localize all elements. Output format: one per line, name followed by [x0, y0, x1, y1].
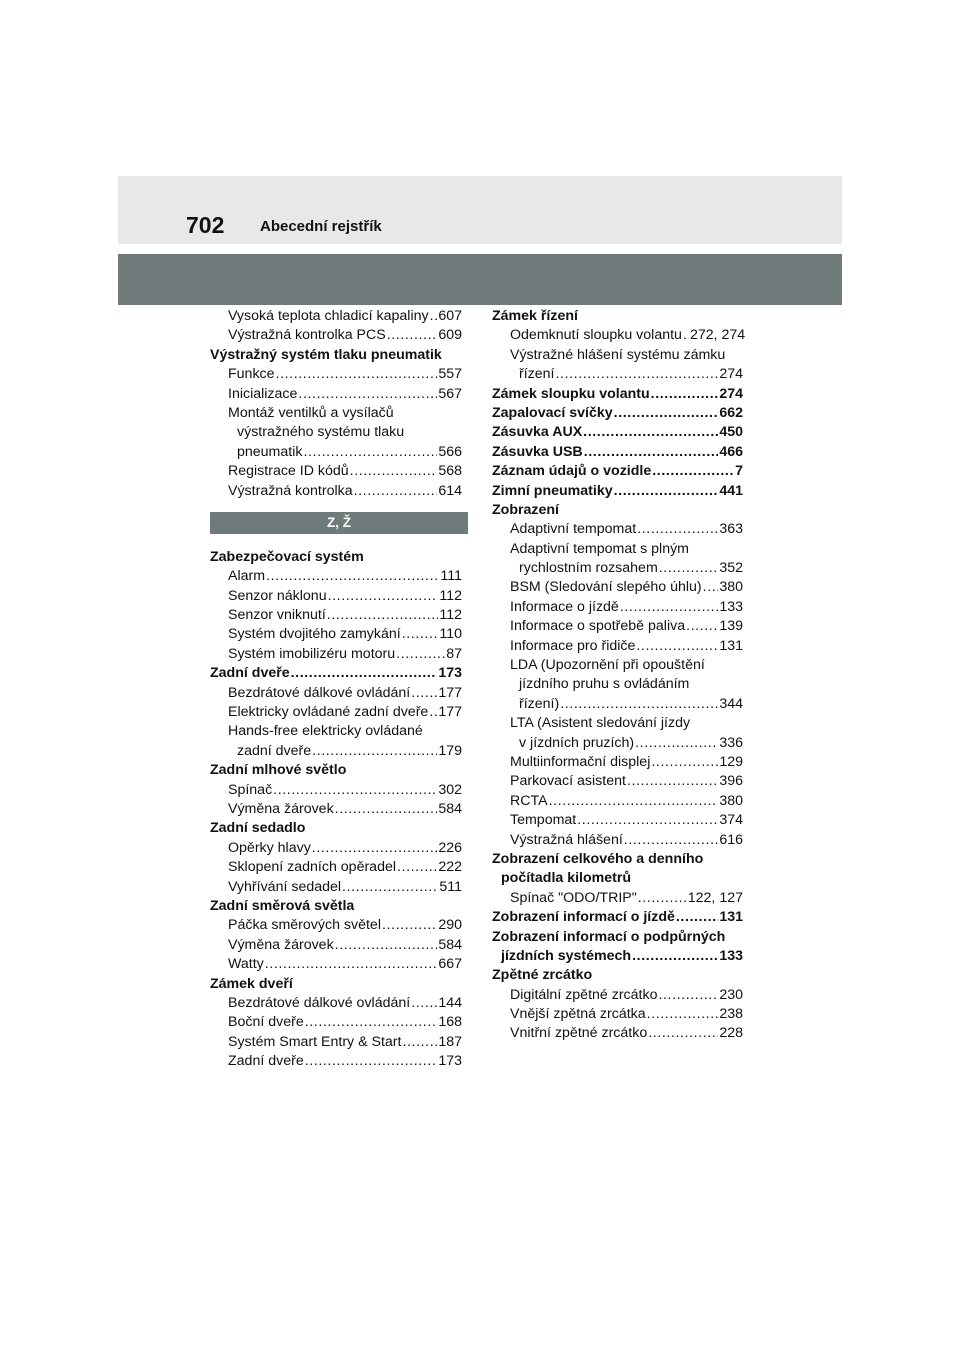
index-subentry-text: Výstražné hlášení systému zámku [510, 346, 726, 363]
dot-leader [335, 800, 438, 819]
dot-leader [632, 947, 718, 966]
index-entry [210, 326, 462, 345]
index-entry [210, 462, 462, 481]
index-entry-label: Bezdrátové dálkové ovládání [228, 684, 411, 701]
dot-leader [387, 326, 438, 345]
dot-leader [627, 772, 718, 791]
index-entry [492, 792, 743, 811]
dot-leader [382, 916, 437, 935]
index-entry-label: Výstražná hlášení [510, 831, 623, 848]
index-entry-page: 228 [719, 1025, 743, 1042]
index-entry-page: 177 [438, 684, 462, 701]
index-entry-label: Spínač [228, 781, 273, 798]
dot-leader [659, 559, 719, 578]
index-entry-page: 112 [439, 587, 462, 604]
header-band [118, 176, 842, 244]
dot-leader [549, 792, 719, 811]
index-entry-page: 230 [719, 986, 743, 1003]
index-entry-label: jízdních systémech [501, 947, 632, 964]
index-entry-label: Vnější zpětná zrcátka [510, 1006, 646, 1023]
index-entry-label: v jízdních pruzích) [519, 734, 635, 751]
dot-leader [335, 936, 438, 955]
index-heading: Zobrazení [492, 501, 560, 518]
index-entry [210, 587, 462, 606]
index-entry [492, 695, 743, 714]
dot-leader [555, 365, 718, 384]
index-entry-label: Parkovací asistent [510, 773, 626, 790]
index-entry-page: 133 [719, 947, 743, 964]
dot-leader [614, 404, 719, 423]
index-entry-page: 450 [719, 424, 743, 441]
dot-leader [298, 385, 437, 404]
index-entry-page: 302 [438, 781, 462, 798]
dot-leader [647, 1005, 719, 1024]
index-entry [210, 703, 462, 722]
index-entry-label: RCTA [510, 792, 548, 809]
index-entry-label: Zobrazení informací o jízdě [492, 909, 675, 926]
index-entry-page: 363 [719, 521, 743, 538]
index-entry [492, 986, 743, 1005]
index-entry-page: 139 [719, 618, 743, 635]
index-entry [210, 1013, 462, 1032]
page-number: 702 [186, 212, 225, 238]
index-entry-label: Zásuvka USB [492, 443, 583, 460]
index-entry-page: 511 [439, 878, 462, 895]
dot-leader [312, 839, 438, 858]
index-entry-label: řízení [519, 366, 555, 383]
index-entry-label: Zadní dveře [228, 1053, 304, 1070]
dot-leader [637, 520, 718, 539]
index-entry [210, 482, 462, 501]
index-entry-page: 122, 127 [687, 889, 743, 906]
dot-leader [651, 753, 718, 772]
index-entry-page: 614 [438, 482, 462, 499]
index-entry [492, 811, 743, 830]
index-entry [492, 1024, 743, 1043]
dot-leader [614, 482, 719, 501]
index-entry-page: 272, 274 [689, 327, 746, 344]
index-entry [492, 578, 743, 597]
index-entry [210, 606, 462, 625]
index-entry [492, 326, 746, 345]
index-entry-page: 144 [438, 994, 462, 1011]
index-entry [210, 994, 462, 1013]
index-entry [492, 772, 743, 791]
index-entry-label: Sklopení zadních opěradel [228, 859, 397, 876]
index-entry-page: 226 [438, 839, 462, 856]
index-entry-label: Adaptivní tempomat [510, 521, 637, 538]
index-entry-page: 662 [719, 404, 743, 421]
index-entry [210, 781, 462, 800]
index-entry [210, 307, 462, 326]
index-subentry-text: výstražného systému tlaku [237, 424, 405, 441]
index-entry-page: 173 [438, 1053, 462, 1070]
dot-leader [411, 994, 437, 1013]
index-entry-page: 173 [438, 665, 462, 682]
index-entry-label: Vnitřní zpětné zrcátko [510, 1025, 648, 1042]
index-heading: Zadní sedadlo [210, 820, 306, 837]
index-entry [210, 567, 462, 586]
index-entry [210, 742, 462, 761]
index-entry [210, 664, 462, 683]
index-subentry-text: Adaptivní tempomat s plným [510, 540, 689, 557]
dot-leader [676, 908, 718, 927]
index-entry [210, 443, 462, 462]
index-entry [210, 1052, 462, 1071]
dot-leader [648, 1024, 718, 1043]
index-entry-page: 177 [438, 704, 462, 721]
index-entry [492, 889, 743, 908]
index-entry-label: Informace o spotřebě paliva [510, 618, 686, 635]
index-entry-label: Opěrky hlavy [228, 839, 311, 856]
index-entry-label: Multiinformační displej [510, 753, 651, 770]
index-entry-label: Odemknutí sloupku volantu [510, 327, 682, 344]
index-entry-label: Vyhřívání sedadel [228, 878, 342, 895]
index-entry [210, 385, 462, 404]
index-subentry-text: LTA (Asistent sledování jízdy [510, 715, 691, 732]
index-entry-page: 238 [719, 1006, 743, 1023]
index-entry-page: 352 [719, 560, 743, 577]
index-entry [492, 734, 743, 753]
index-entry-page: 607 [438, 308, 462, 324]
index-entry-label: zadní dveře [237, 742, 312, 759]
index-entry-page: 110 [439, 626, 462, 643]
dot-leader [429, 703, 437, 722]
index-entry-label: Vysoká teplota chladicí kapaliny [228, 308, 429, 324]
index-entry [210, 625, 462, 644]
dot-leader [635, 734, 718, 753]
dot-leader [583, 423, 718, 442]
index-entry-label: Informace pro řidiče [510, 637, 636, 654]
index-entry-page: 441 [719, 482, 743, 499]
dot-leader [312, 742, 437, 761]
dot-leader [652, 462, 734, 481]
dot-leader [305, 1052, 438, 1071]
index-entry-page: 179 [438, 742, 462, 759]
index-entry-page: 274 [719, 366, 743, 383]
index-entry [492, 598, 743, 617]
index-entry-label: Systém imobilizéru motoru [228, 645, 396, 662]
index-entry-page: 584 [438, 800, 462, 817]
index-entry [492, 617, 743, 636]
dot-leader [686, 617, 718, 636]
dot-leader [402, 1033, 437, 1052]
index-entry-label: Elektricky ovládané zadní dveře [228, 704, 429, 721]
index-entry-label: pneumatik [237, 443, 303, 460]
index-entry-label: Zapalovací svíčky [492, 404, 613, 421]
index-entry-label: rychlostním rozsahem [519, 560, 658, 577]
index-entry-page: 131 [719, 637, 743, 654]
index-entry-page: 466 [719, 443, 743, 460]
index-entry [492, 385, 743, 404]
index-subentry-text: Montáž ventilků a vysílačů [228, 404, 394, 421]
index-subentry-text: jízdního pruhu s ovládáním [519, 676, 690, 693]
index-entry-label: BSM (Sledování slepého úhlu) [510, 579, 702, 596]
index-entry-label: Informace o jízdě [510, 598, 619, 615]
index-entry-page: 616 [719, 831, 743, 848]
index-entry-page: 609 [438, 327, 462, 344]
index-entry-label: Výměna žárovek [228, 936, 334, 953]
index-heading: Zadní mlhové světlo [210, 762, 347, 779]
index-entry [492, 423, 743, 442]
index-entry [492, 365, 743, 384]
index-entry-page: 87 [446, 645, 462, 662]
index-entry-page: 667 [438, 956, 462, 973]
index-entry-label: Výstražná kontrolka [228, 482, 353, 499]
index-subentry-text: Hands-free elektricky ovládané [228, 723, 423, 740]
index-heading: Zadní směrová světla [210, 897, 355, 914]
index-column-left [210, 307, 462, 1071]
index-entry-label: Boční dveře [228, 1014, 304, 1031]
index-entry-page: 290 [438, 917, 462, 934]
dot-leader [411, 684, 437, 703]
letter-section-band [210, 512, 468, 534]
index-entry-page: 380 [719, 792, 743, 809]
index-entry-page: 567 [438, 385, 462, 402]
index-entry-page: 380 [719, 579, 743, 596]
index-entry-page: 112 [439, 607, 462, 624]
dot-leader [402, 625, 439, 644]
dot-leader [584, 443, 719, 462]
index-entry-label: Funkce [228, 366, 275, 383]
index-heading: Výstražný systém tlaku pneumatik [210, 346, 442, 363]
dot-leader [703, 578, 719, 597]
dot-leader [636, 637, 718, 656]
index-entry-page: 129 [719, 753, 743, 770]
index-entry [492, 831, 743, 850]
index-entry-page: 557 [438, 366, 462, 383]
index-entry-page: 274 [719, 385, 743, 402]
dot-leader [328, 587, 439, 606]
index-entry-page: 133 [719, 598, 743, 615]
index-entry-page: 222 [438, 859, 462, 876]
index-entry-label: Alarm [228, 568, 266, 585]
dot-leader [291, 664, 438, 683]
dot-leader [638, 889, 687, 908]
index-heading: Zobrazení informací o podpůrných [492, 928, 726, 945]
index-heading: Zobrazení celkového a denního [492, 850, 704, 867]
index-heading: počítadla kilometrů [501, 870, 632, 887]
index-entry-label: Inicializace [228, 385, 298, 402]
index-entry [210, 858, 462, 877]
index-heading: Zámek dveří [210, 975, 293, 992]
dot-leader [683, 326, 689, 345]
dot-leader [273, 781, 437, 800]
index-entry-page: 111 [440, 568, 462, 585]
dot-leader [354, 482, 438, 501]
index-entry [492, 520, 743, 539]
index-entry [492, 404, 743, 423]
index-entry-label: řízení) [519, 695, 560, 712]
index-entry [492, 947, 743, 966]
dot-leader [560, 695, 718, 714]
index-entry-page: 396 [719, 773, 743, 790]
letter-section-label: Z, Ž [327, 515, 351, 531]
dot-leader [305, 1013, 438, 1032]
index-entry [210, 684, 462, 703]
dot-leader [327, 606, 439, 625]
index-entry-label: Senzor vniknutí [228, 607, 326, 624]
index-entry-label: Zámek sloupku volantu [492, 385, 650, 402]
index-entry-page: 344 [719, 695, 743, 712]
dot-leader [430, 307, 438, 326]
index-entry-page: 566 [438, 443, 462, 460]
dot-leader [397, 858, 437, 877]
dot-leader [396, 645, 445, 664]
index-entry-label: Systém Smart Entry & Start [228, 1033, 402, 1050]
index-heading: Zabezpečovací systém [210, 548, 364, 565]
index-entry-label: Spínač "ODO/TRIP" [510, 889, 637, 906]
index-entry-label: Zásuvka AUX [492, 424, 583, 441]
index-entry-page: 584 [438, 936, 462, 953]
index-entry [492, 482, 743, 501]
dot-leader [624, 831, 719, 850]
index-subentry-text: LDA (Upozornění při opouštění [510, 657, 705, 674]
index-entry [492, 559, 743, 578]
index-entry [210, 839, 462, 858]
index-heading: Zpětné zrcátko [492, 967, 593, 984]
section-title: Abecední rejstřík [260, 218, 382, 235]
index-entry-label: Digitální zpětné zrcátko [510, 986, 658, 1003]
index-entry-label: Výměna žárovek [228, 800, 334, 817]
index-heading: Zámek řízení [492, 308, 578, 324]
index-entry-page: 7 [735, 463, 743, 480]
dot-leader [303, 443, 437, 462]
index-entry [492, 462, 743, 481]
index-entry [210, 1033, 462, 1052]
dot-leader [658, 986, 718, 1005]
index-entry-label: Bezdrátové dálkové ovládání [228, 994, 411, 1011]
index-entry-label: Zimní pneumatiky [492, 482, 613, 499]
dot-leader [651, 385, 719, 404]
index-entry-page: 131 [719, 909, 743, 926]
index-entry-label: Záznam údajů o vozidle [492, 463, 652, 480]
index-entry [210, 936, 462, 955]
index-entry-page: 168 [438, 1014, 462, 1031]
dot-leader [265, 955, 438, 974]
index-entry-label: Registrace ID kódů [228, 463, 349, 480]
dot-leader [342, 878, 438, 897]
index-entry [210, 365, 462, 384]
index-entry-label: Systém dvojitého zamykání [228, 626, 401, 643]
index-entry-page: 187 [438, 1033, 462, 1050]
index-entry [492, 753, 743, 772]
index-entry [210, 916, 462, 935]
index-entry-page: 336 [719, 734, 743, 751]
index-entry-label: Watty [228, 956, 264, 973]
index-entry [492, 443, 743, 462]
index-entry [492, 1005, 743, 1024]
index-entry [210, 955, 462, 974]
index-entry-label: Výstražná kontrolka PCS [228, 327, 386, 344]
index-entry-page: 374 [719, 812, 743, 829]
index-entry-page: 568 [438, 463, 462, 480]
index-entry [492, 637, 743, 656]
index-entry [492, 908, 743, 927]
index-entry-label: Tempomat [510, 812, 577, 829]
index-entry [210, 878, 462, 897]
index-entry-label: Zadní dveře [210, 665, 290, 682]
index-entry [210, 800, 462, 819]
index-entry-label: Páčka směrových světel [228, 917, 381, 934]
index-column-right [492, 307, 746, 1044]
dot-leader [620, 598, 719, 617]
index-entry [210, 645, 462, 664]
index-entry-label: Senzor náklonu [228, 587, 327, 604]
dot-leader [350, 462, 438, 481]
gray-bar [118, 254, 842, 305]
dot-leader [276, 365, 438, 384]
dot-leader [577, 811, 718, 830]
dot-leader [266, 567, 439, 586]
